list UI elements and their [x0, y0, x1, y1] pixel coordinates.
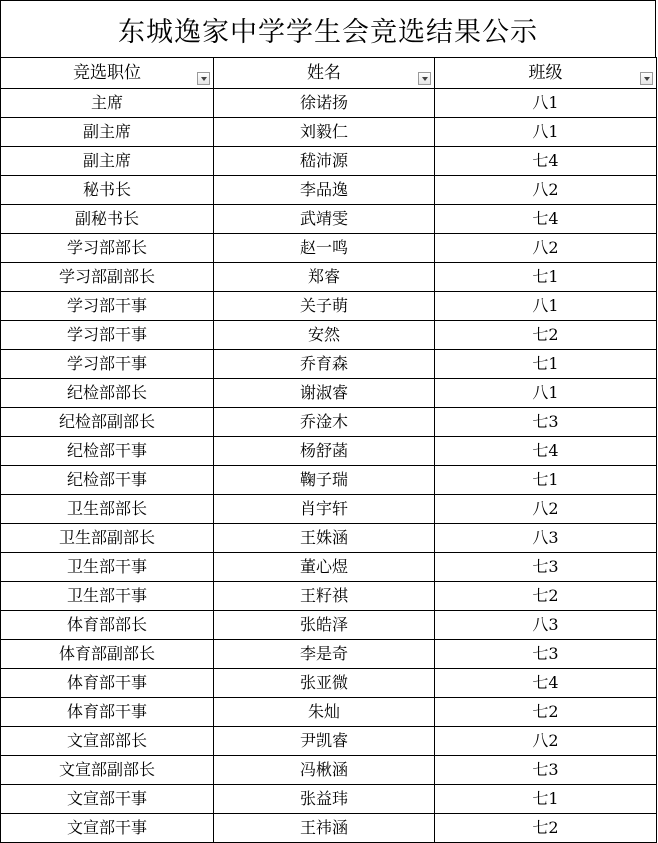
table-row	[1, 263, 657, 292]
table-row	[1, 118, 657, 147]
table-body	[1, 89, 657, 843]
cell-name[interactable]: 肖宇轩	[214, 495, 435, 524]
cell-name[interactable]: 武靖雯	[214, 205, 435, 234]
cell-position[interactable]: 体育部干事	[1, 669, 214, 698]
cell-position[interactable]: 纪检部部长	[1, 379, 214, 408]
cell-class[interactable]: 七3	[435, 408, 657, 437]
cell-name[interactable]: 赵一鸣	[214, 234, 435, 263]
table-row	[1, 640, 657, 669]
cell-class[interactable]: 七3	[435, 756, 657, 785]
cell-class[interactable]: 八1	[435, 118, 657, 147]
table-row	[1, 234, 657, 263]
cell-name[interactable]: 郑睿	[214, 263, 435, 292]
cell-name[interactable]: 朱灿	[214, 698, 435, 727]
table-row	[1, 785, 657, 814]
cell-name[interactable]: 王姝涵	[214, 524, 435, 553]
header-name	[214, 58, 435, 89]
cell-position[interactable]: 卫生部干事	[1, 582, 214, 611]
cell-position[interactable]: 文宣部部长	[1, 727, 214, 756]
cell-position[interactable]: 学习部副部长	[1, 263, 214, 292]
cell-name[interactable]: 嵇沛源	[214, 147, 435, 176]
table-row	[1, 89, 657, 118]
table-row	[1, 379, 657, 408]
header-name-label: 姓名	[307, 63, 341, 83]
filter-dropdown-icon[interactable]	[640, 72, 653, 85]
cell-class[interactable]: 八1	[435, 89, 657, 118]
cell-class[interactable]: 七3	[435, 553, 657, 582]
table-row	[1, 147, 657, 176]
cell-class[interactable]: 七2	[435, 814, 657, 843]
cell-position[interactable]: 卫生部干事	[1, 553, 214, 582]
table-row	[1, 814, 657, 843]
cell-position[interactable]: 体育部干事	[1, 698, 214, 727]
cell-class[interactable]: 七2	[435, 321, 657, 350]
cell-class[interactable]: 七1	[435, 263, 657, 292]
cell-position[interactable]: 文宣部干事	[1, 814, 214, 843]
cell-name[interactable]: 李是奇	[214, 640, 435, 669]
cell-class[interactable]: 八1	[435, 379, 657, 408]
table-row	[1, 321, 657, 350]
filter-dropdown-icon[interactable]	[197, 72, 210, 85]
cell-class[interactable]: 八2	[435, 234, 657, 263]
cell-class[interactable]: 七4	[435, 205, 657, 234]
cell-position[interactable]: 学习部干事	[1, 292, 214, 321]
table-row	[1, 727, 657, 756]
cell-class[interactable]: 七2	[435, 582, 657, 611]
cell-class[interactable]: 七4	[435, 437, 657, 466]
cell-position[interactable]: 卫生部副部长	[1, 524, 214, 553]
cell-position[interactable]: 文宣部副部长	[1, 756, 214, 785]
cell-class[interactable]: 七4	[435, 147, 657, 176]
cell-class[interactable]: 七3	[435, 640, 657, 669]
results-table	[0, 57, 657, 843]
cell-class[interactable]: 七1	[435, 785, 657, 814]
table-row	[1, 582, 657, 611]
table-row	[1, 408, 657, 437]
table-row	[1, 524, 657, 553]
cell-name[interactable]: 王籽祺	[214, 582, 435, 611]
cell-name[interactable]: 乔淦木	[214, 408, 435, 437]
table-row	[1, 553, 657, 582]
cell-class[interactable]: 七1	[435, 350, 657, 379]
page-title: 东城逸家中学学生会竞选结果公示	[0, 0, 656, 58]
table-row	[1, 495, 657, 524]
cell-position[interactable]: 体育部部长	[1, 611, 214, 640]
table-row	[1, 176, 657, 205]
cell-class[interactable]: 七4	[435, 669, 657, 698]
table-row	[1, 611, 657, 640]
cell-name[interactable]: 杨舒菡	[214, 437, 435, 466]
header-position-label: 竞选职位	[73, 63, 141, 83]
cell-class[interactable]: 八3	[435, 524, 657, 553]
cell-position[interactable]: 副主席	[1, 147, 214, 176]
cell-position[interactable]: 学习部干事	[1, 321, 214, 350]
cell-class[interactable]: 八2	[435, 176, 657, 205]
table-row	[1, 292, 657, 321]
table-row	[1, 756, 657, 785]
cell-name[interactable]: 张益玮	[214, 785, 435, 814]
cell-position[interactable]: 学习部干事	[1, 350, 214, 379]
cell-name[interactable]: 董心煜	[214, 553, 435, 582]
table-row	[1, 466, 657, 495]
filter-dropdown-icon[interactable]	[418, 72, 431, 85]
cell-name[interactable]: 张亚微	[214, 669, 435, 698]
cell-class[interactable]: 八2	[435, 727, 657, 756]
cell-name[interactable]: 谢淑睿	[214, 379, 435, 408]
cell-position[interactable]: 纪检部副部长	[1, 408, 214, 437]
cell-name[interactable]: 徐诺扬	[214, 89, 435, 118]
cell-class[interactable]: 七1	[435, 466, 657, 495]
cell-name[interactable]: 鞠子瑞	[214, 466, 435, 495]
cell-position[interactable]: 主席	[1, 89, 214, 118]
header-class-label: 班级	[528, 63, 563, 83]
cell-name[interactable]: 尹凯睿	[214, 727, 435, 756]
cell-name[interactable]: 李品逸	[214, 176, 435, 205]
cell-position[interactable]: 文宣部干事	[1, 785, 214, 814]
cell-position[interactable]: 副秘书长	[1, 205, 214, 234]
cell-name[interactable]: 张皓泽	[214, 611, 435, 640]
cell-position[interactable]: 学习部部长	[1, 234, 214, 263]
cell-name[interactable]: 刘毅仁	[214, 118, 435, 147]
cell-position[interactable]: 体育部副部长	[1, 640, 214, 669]
cell-position[interactable]: 纪检部干事	[1, 466, 214, 495]
cell-name[interactable]: 关子萌	[214, 292, 435, 321]
cell-class[interactable]: 八3	[435, 611, 657, 640]
cell-position[interactable]: 秘书长	[1, 176, 214, 205]
cell-position[interactable]: 纪检部干事	[1, 437, 214, 466]
table-row	[1, 669, 657, 698]
table-row	[1, 350, 657, 379]
cell-name[interactable]: 乔育森	[214, 350, 435, 379]
header-row	[1, 58, 657, 89]
table-row	[1, 698, 657, 727]
table-row	[1, 437, 657, 466]
cell-position[interactable]: 卫生部部长	[1, 495, 214, 524]
cell-position[interactable]: 副主席	[1, 118, 214, 147]
cell-name[interactable]: 冯楸涵	[214, 756, 435, 785]
cell-class[interactable]: 八2	[435, 495, 657, 524]
header-class	[435, 58, 657, 89]
cell-name[interactable]: 王祎涵	[214, 814, 435, 843]
cell-class[interactable]: 七2	[435, 698, 657, 727]
header-position	[1, 58, 214, 89]
cell-name[interactable]: 安然	[214, 321, 435, 350]
cell-class[interactable]: 八1	[435, 292, 657, 321]
table-row	[1, 205, 657, 234]
